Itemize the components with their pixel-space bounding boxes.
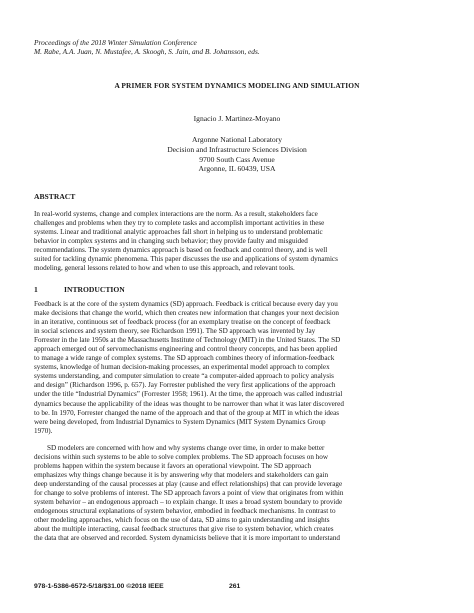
introduction-paragraph-1 xyxy=(34,300,440,436)
author-name: Ignacio J. Martinez-Moyano xyxy=(193,114,281,123)
text-line: make decisions that change the world, which then creates new information that changes your next decision xyxy=(34,309,339,318)
page-number: 261 xyxy=(229,583,241,590)
text-line: system behavior – an endogenous approach – to explain change. It uses a broad system boundary to provide xyxy=(34,498,343,507)
proceedings-line-1: Proceedings of the 2018 Winter Simulation Conference xyxy=(34,38,197,47)
proceedings-line-2: M. Rabe, A.A. Juan, N. Mustafee, A. Skoogh, S. Jain, and B. Johansson, eds. xyxy=(34,47,260,57)
text-line: SD modelers are concerned with how and why systems change over time, in order to make better xyxy=(47,444,325,452)
affiliation-line: Argonne National Laboratory xyxy=(191,135,283,144)
text-line: endogenous structural explanations of system behavior, embodied in feedback mechanisms. In contrast to xyxy=(34,507,336,516)
affiliation-line: 9700 South Cass Avenue xyxy=(199,154,275,164)
text-line: dynamics because the applicability of the ideas was thought to be narrower than what it was later discovered xyxy=(34,399,344,408)
text-line: emphasizes why things change because it is by answering why that modelers and stakeholders can gain xyxy=(34,471,329,480)
text-line: under the title “Industrial Dynamics” (Forrester 1958; 1961). At the time, the approach was called industrial xyxy=(34,390,343,399)
abstract-body xyxy=(34,210,440,273)
text-line: systems understanding, and computer simulation to create “a computer-aided approach to policy analysis xyxy=(34,372,334,381)
text-line: decisions within such systems to be able to solve complex problems. The SD approach focuses on how xyxy=(34,453,328,462)
text-line: the data that are observed and recorded. System dynamicists believe that it is more important to understand xyxy=(34,534,340,543)
introduction-paragraph-2 xyxy=(34,444,440,544)
section-number: 1 xyxy=(34,285,38,294)
paper-title: A PRIMER FOR SYSTEM DYNAMICS MODELING AND SIMULATION xyxy=(114,81,360,90)
text-line: approach emerged out of servomechanisms engineering and control theory concepts, and has been applied xyxy=(34,345,338,354)
text-line: in social sciences and system theory, see Richardson 1991). The SD approach was invented by Jay xyxy=(34,327,316,336)
text-line: 1970). xyxy=(34,426,53,435)
proceedings-header xyxy=(34,38,454,57)
text-line: deep understanding of the causal processes at play (cause and effect relationships) that can provide leverage xyxy=(34,480,343,489)
text-line: for change to solve problems of interest. The SD approach favors a point of view that originates from within xyxy=(34,489,344,498)
text-line: to be. In 1970, Forrester changed the name of the approach and that of the group at MIT in which the ideas xyxy=(34,408,340,417)
introduction-heading: INTRODUCTION xyxy=(64,285,125,294)
text-line: modeling, general lessons related to how and when to use this approach, and relevant tools. xyxy=(34,264,295,273)
text-line: systems. Linear and traditional analytic approaches fall short in helping us to understand problematic xyxy=(34,228,323,237)
footer-isbn: 978-1-5386-6572-5/18/$31.00 ©2018 IEEE xyxy=(34,583,164,590)
emphasis-why: why xyxy=(200,471,213,480)
abstract-heading: ABSTRACT xyxy=(34,192,76,201)
text-line: problems happen within the system because it favors an operational viewpoint. The SD approach xyxy=(34,462,312,471)
affiliation-line: Argonne, IL 60439, USA xyxy=(198,164,276,174)
text-line: about the multiple interacting, causal feedback structures that give rise to system behavior, which creates xyxy=(34,525,334,534)
text-line: were being developed, from Industrial Dynamics to System Dynamics (MIT System Dynamics Group xyxy=(34,417,326,426)
text-line: in an iterative, continuous set of feedback process (for an exemplary treatise on the concept of feedback xyxy=(34,318,331,327)
text-line: and design” (Richardson 1996, p. 657). Jay Forrester published the very first applications of the approach xyxy=(34,381,336,390)
text-line: suited for tackling dynamic phenomena. This paper discusses the use and applications of system dynamics xyxy=(34,255,338,264)
text-line: to manage a wide range of complex systems. The SD approach combines theory of information-feedback xyxy=(34,354,335,363)
text-line: other modeling approaches, which focus on the use of data, SD aims to gain understanding and insights xyxy=(34,516,330,525)
text-line: challenges and problems when they try to complete tasks and accomplish important activities in these xyxy=(34,219,325,228)
text-line: Feedback is at the core of the system dynamics (SD) approach. Feedback is critical because every day you xyxy=(34,300,338,308)
text-line: behavior in complex systems and in changing such behavior; they provide faulty and misguided xyxy=(34,237,308,246)
affiliation-line: Decision and Infrastructure Sciences Division xyxy=(167,144,307,154)
text-line: In real-world systems, change and complex interactions are the norm. As a result, stakeholders face xyxy=(34,210,318,218)
author-affiliation xyxy=(34,135,440,174)
text-line: recommendations. The system dynamics approach is based on feedback and control theory, and is well xyxy=(34,246,328,255)
text-line: systems, knowledge of human decision-making processes, an experimental model approach to complex xyxy=(34,363,330,372)
text-line: Forrester in the late 1950s at the Massachusetts Institute of Technology (MIT) in the United States. The SD xyxy=(34,336,341,345)
